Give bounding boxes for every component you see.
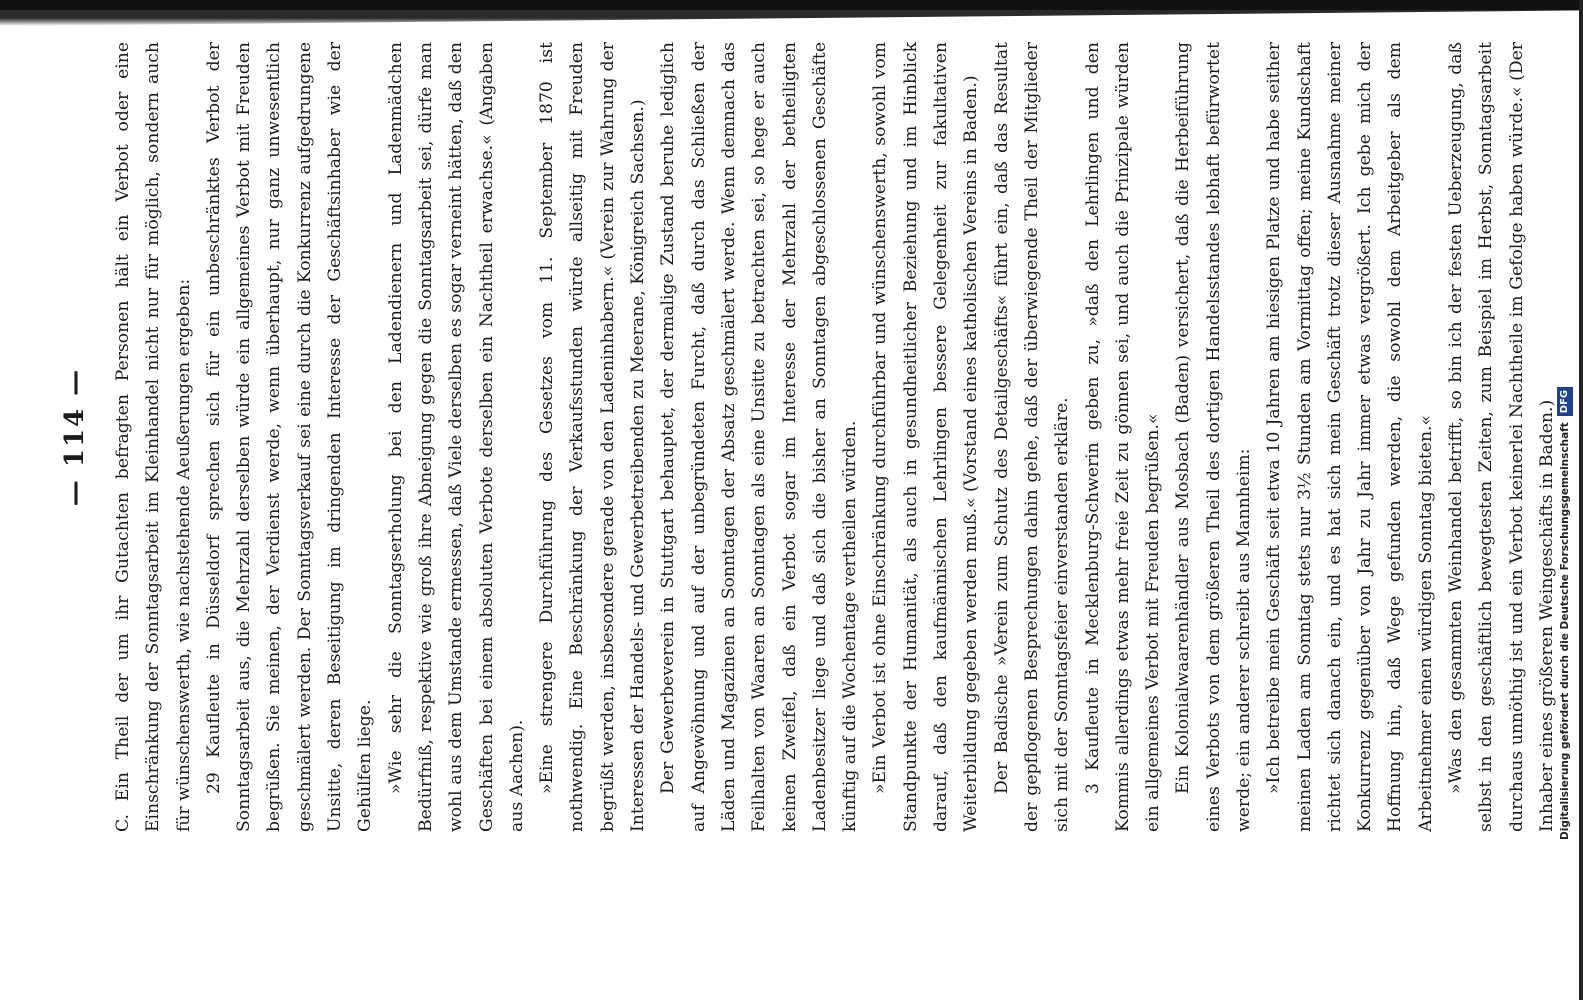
dfg-credit-text: Digitalisierung gefördert durch die Deutsche Forschungsgemeinschaft [1559,422,1571,840]
paragraph-stuttgart: Der Gewerbeverein in Stuttgart behauptet, der dermalige Zustand beruhe lediglich auf Angewöhnung und auf der unbegründeten Furcht, daß durch das Schließen der Läden und Magazinen an Sonntagen der Absatz geschmälert werde. Wenn demnach das Feilhalten von Waaren an Sonntagen als eine Unsitte zu betrachten sei, so hege er auch keinen Zweifel, daß ein Verbot sogar im Interesse der Mehrzahl der betheiligten Ladenbesitzer liege und daß sich die bisher an Sonntagen abgeschlossenen Geschäfte künftig auf die Wochentage vertheilen würden. [658,42,861,832]
dfg-logo: DFG [1557,387,1573,416]
paragraph-meerane: »Eine strengere Durchführung des Gesetzes vom 11. September 1870 ist nothwendig. Eine Beschränkung der Verkaufsstunden würde allseitig mit Freuden begrüßt werden, insbesondere gerade von den Ladeninhabern.« (Verein zur Wahrung der Interessen der Handels- und Gewerbetreibenden zu Meerane, Königreich Sachsen.) [537,42,649,832]
page-body [108,42,1562,832]
rotated-page [60,42,1557,832]
paragraph-intro: C. Ein Theil der um ihr Gutachten befragten Personen hält ein Verbot oder eine Einschränkung der Sonntagsarbeit im Kleinhandel nicht nur für möglich, sondern auch für wünschenswerth, wie nachstehende Aeußerungen ergeben: [113,42,194,832]
scan-border-top [0,0,1583,26]
paragraph-badischer-verein: Der Badische »Verein zum Schutz des Detailgeschäfts« führt ein, daß das Resultat der gepflogenen Besprechungen dahin gehe, daß der überwiegende Theil der Mitglieder sich mit der Sonntagsfeier einverstanden erkläre. [991,42,1073,832]
paragraph-duesseldorf: 29 Kaufleute in Düsseldorf sprechen sich für ein unbeschränktes Verbot der Sonntagsarbeit aus, die Mehrzahl derselben würde ein allgemeines Verbot mit Freuden begrüßen. Sie meinen, der Verdienst werde, wenn überhaupt, nur ganz unwesentlich geschmälert werden. Der Sonntagsverkauf sei eine durch die Konkurrenz aufgedrungene Unsitte, deren Beseitigung im dringenden Interesse der Geschäftsinhaber wie der Gehülfen liege. [203,42,376,832]
scan-border-right [1579,0,1583,1000]
page-number: — 114 — [60,367,90,507]
paragraph-mosbach: Ein Kolonialwaarenhändler aus Mosbach (Baden) versichert, daß die Herbeiführung eines Verbots von dem größeren Theil des dortigen Handelsstandes lebhaft befürwortet werde; ein anderer schreibt aus Mannheim: [1173,42,1254,832]
paragraph-mannheim-quote: »Ich betreibe mein Geschäft seit etwa 10 Jahren am hiesigen Platze und habe seither meinen Laden am Sonntag stets nur 3½ Stunden am Vormittag offen; meine Kundschaft richtet sich danach ein, und es hat sich mein Geschäft trotz dieser Ausnahme meiner Konkurrenz gegenüber von Jahr zu Jahr immer etwas vergrößert. Ich gebe mich der Hoffnung hin, daß Wege gefunden werden, die sowohl dem Arbeitgeber als dem Arbeitnehmer einen würdigen Sonntag bieten.« [1264,42,1436,832]
dfg-sidebar [1553,0,1577,840]
paragraph-aachen: »Wie sehr die Sonntagserholung bei den Ladendienern und Ladenmädchen Bedürfniß, respektive wie groß ihre Abneigung gegen die Sonntagsarbeit sei, dürfe man wohl aus dem Umstande ermessen, daß Viele derselben es sogar verneint hätten, daß den Geschäften bei einem absoluten Verbote derselben ein Nachtheil erwachse.« (Angaben aus Aachen). [385,42,527,832]
paragraph-weinhandel: »Was den gesammten Weinhandel betrifft, so bin ich der festen Ueberzeugung, daß selbst in den geschäftlich bewegtesten Zeiten, zum Beispiel im Herbst, Sonntagsarbeit durchaus unnöthig ist und ein Verbot keinerlei Nachtheile im Gefolge haben würde.« (Der Inhaber eines größeren Weingeschäfts in Baden.) [1446,42,1557,832]
paragraph-humanity: »Ein Verbot ist ohne Einschränkung durchführbar und wünschenswerth, sowohl vom Standpunkte der Humanität, als auch in gesundheitlicher Beziehung und im Hinblick darauf, daß den kaufmännischen Lehrlingen bessere Gelegenheit zur fakultativen Weiterbildung gegeben werden muß.« (Vorstand eines katholischen Vereins in Baden.) [870,42,982,832]
paragraph-mecklenburg: 3 Kaufleute in Mecklenburg-Schwerin geben zu, »daß den Lehrlingen und den Kommis allerdings etwas mehr freie Zeit zu gönnen sei, und auch die Prinzipale würden ein allgemeines Verbot mit Freuden begrüßen.« [1082,42,1164,832]
